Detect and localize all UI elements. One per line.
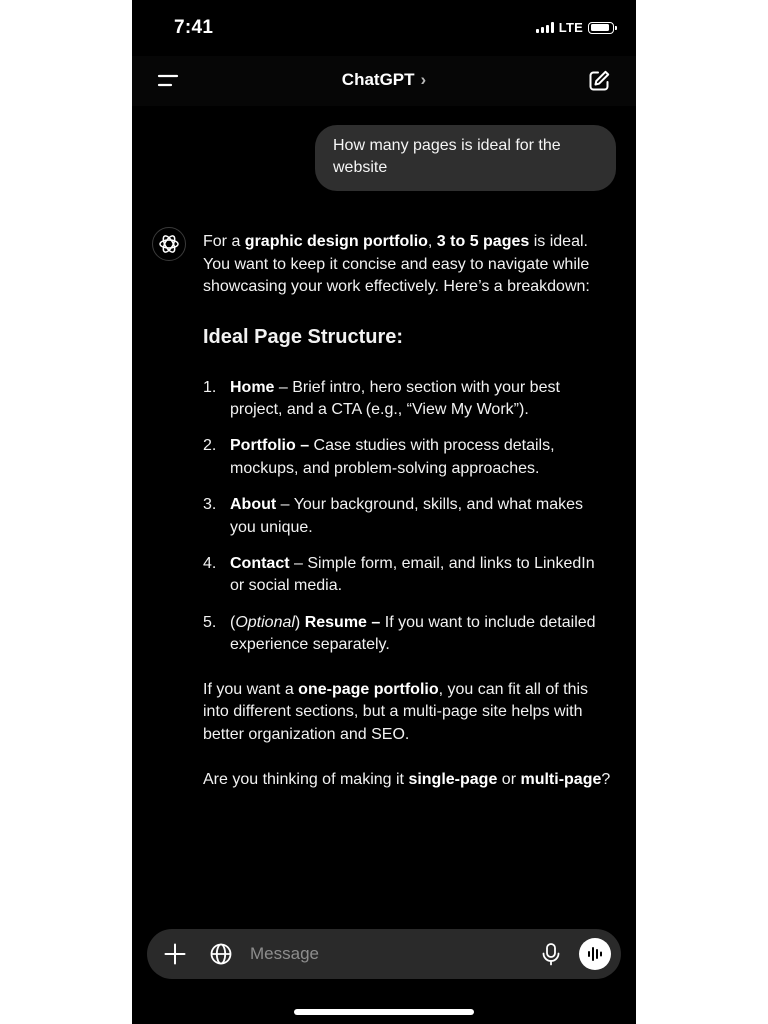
network-type: LTE xyxy=(558,20,583,35)
message-input[interactable] xyxy=(250,939,530,969)
status-icons xyxy=(536,20,614,35)
answer-outro xyxy=(203,679,611,747)
home-indicator[interactable] xyxy=(294,1009,474,1015)
list-item-text: Case studies with process details, mockups, and problem-solving approaches. xyxy=(230,437,555,478)
list-item-italic: Optional xyxy=(235,613,295,631)
web-search-button[interactable] xyxy=(209,942,233,966)
microphone-icon xyxy=(540,942,562,966)
list-item-prefix: ( xyxy=(230,613,236,631)
list-number: 4. xyxy=(203,554,217,572)
list-item-text: – Simple form, email, and links to LinkedIn or social media. xyxy=(230,554,595,595)
chevron-right-icon: › xyxy=(420,70,427,89)
outro-text-1: If you want a xyxy=(203,680,299,698)
list-item xyxy=(203,377,611,422)
new-chat-button[interactable] xyxy=(586,68,612,94)
list-item xyxy=(203,553,611,598)
attach-button[interactable] xyxy=(163,942,187,966)
battery-icon xyxy=(588,22,614,34)
question-bold-2: multi-page xyxy=(520,770,602,788)
voice-mode-icon xyxy=(585,944,605,964)
page-structure-list xyxy=(203,377,611,657)
list-number: 3. xyxy=(203,496,217,514)
list-item-title: Contact xyxy=(230,554,290,572)
intro-text-1: For a xyxy=(203,233,245,250)
question-text-3: ? xyxy=(601,770,611,788)
list-item xyxy=(203,494,611,539)
phone-screen xyxy=(132,0,636,1024)
intro-bold-2: 3 to 5 pages xyxy=(436,233,530,250)
status-time: 7:41 xyxy=(174,17,214,38)
question-text-2: or xyxy=(497,770,521,788)
list-item xyxy=(203,612,611,657)
signal-icon xyxy=(536,22,554,33)
list-item xyxy=(203,435,611,480)
nav-bar xyxy=(132,56,636,106)
message-composer xyxy=(147,929,621,979)
assistant-message xyxy=(203,231,611,791)
app-title: ChatGPT xyxy=(341,70,415,89)
list-item-postfix: ) xyxy=(294,613,305,631)
list-number: 5. xyxy=(203,613,217,631)
list-item-text: If you want to include detailed experience separately. xyxy=(230,613,596,654)
list-number: 1. xyxy=(203,378,217,396)
voice-mode-button[interactable] xyxy=(579,938,611,970)
plus-icon xyxy=(163,942,187,966)
question-bold-1: single-page xyxy=(408,770,498,788)
list-number: 2. xyxy=(203,437,217,455)
model-selector[interactable] xyxy=(132,70,636,90)
dictation-button[interactable] xyxy=(540,942,562,966)
openai-logo-icon xyxy=(157,232,181,256)
assistant-avatar xyxy=(152,227,186,261)
answer-heading: Ideal Page Structure: xyxy=(203,325,404,348)
intro-text-3: is ideal. You want to keep it concise and easy to navigate while showcasing your work effectively. Here’s a breakdown: xyxy=(203,233,590,296)
list-item-title: Resume – xyxy=(304,613,381,631)
outro-text-2: , you can fit all of this into different sections, but a multi-page site helps with better organization and SEO. xyxy=(203,680,589,743)
list-item-title: About xyxy=(230,496,277,514)
list-item-title: Portfolio – xyxy=(230,437,310,455)
answer-intro xyxy=(203,231,611,299)
intro-text-2: , xyxy=(427,233,437,250)
outro-bold-1: one-page portfolio xyxy=(298,680,439,698)
question-text-1: Are you thinking of making it xyxy=(203,770,409,788)
answer-question xyxy=(203,769,611,792)
status-bar xyxy=(132,0,636,56)
user-message-bubble: How many pages is ideal for the website xyxy=(315,125,616,191)
list-item-text: – Brief intro, hero section with your best project, and a CTA (e.g., “View My Work”). xyxy=(230,378,560,419)
globe-icon xyxy=(209,942,233,966)
compose-icon xyxy=(586,68,612,94)
intro-bold-1: graphic design portfolio xyxy=(244,233,428,250)
list-item-title: Home xyxy=(230,378,275,396)
list-item-text: – Your background, skills, and what makes you unique. xyxy=(230,496,584,536)
